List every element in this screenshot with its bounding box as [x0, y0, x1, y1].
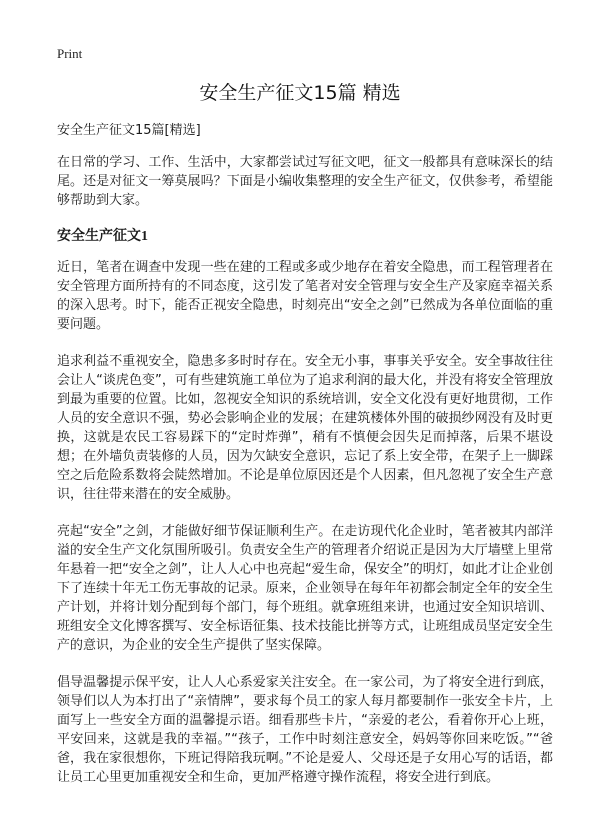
- document-body: [57, 121, 553, 805]
- body-paragraph-2: 追求利益不重视安全，隐患多多时时存在。安全无小事，事事关乎安全。安全事故往往会让人“谈虎色变”，可有些建筑施工单位为了追求利润的最大化，并没有将安全管理放到最为重要的位置。比如，忽视安全知识的系统培训，安全文化没有更好地贯彻，工作人员的安全意识不强，势必会影响企业的发展；在建筑楼体外围的破损纱网没有及时更换，这就是农民工容易踩下的“定时炸弹”，稍有不慎便会因失足而掉落，后果不堪设想；在外墙负责装修的人员，因为欠缺安全意识，忘记了系上安全带，在架子上一脚踩空之后危险系数将会陡然增加。不论是单位原因还是个人因素，但凡忽视了安全生产意识，往往带来潜在的安全威胁。: [57, 354, 553, 502]
- section-heading: 安全生产征文1: [57, 229, 148, 244]
- body-paragraph-4: 倡导温馨提示保平安，让人人心系爱家关注安全。在一家公司，为了将安全进行到底，领导们以人为本打出了“亲情牌”，要求每个员工的家人每月都要制作一张安全卡片，上面写上一些安全方面的温馨提示语。细看那些卡片，“亲爱的老公，看着你开心上班，平安回来，这就是我的幸福。”“孩子，工作中时刻注意安全，妈妈等你回来吃饭。”“爸爸，我在家很想你，下班记得陪我玩啊。”不论是爱人、父母还是子女用心写的话语，都让员工心里更加重视安全和生命，更加严格遵守操作流程，将安全进行到底。: [57, 675, 553, 785]
- body-paragraph-1: 近日，笔者在调查中发现一些在建的工程或多或少地存在着安全隐患，而工程管理者在安全管理方面所持有的不同态度，这引发了笔者对安全管理与安全生产及家庭幸福关系的深入思考。时下，能否正视安全隐患，时刻亮出“安全之剑”已然成为各单位面临的重要问题。: [57, 260, 553, 332]
- print-link[interactable]: Print: [57, 46, 83, 61]
- intro-paragraph: 在日常的学习、工作、生活中，大家都尝试过写征文吧，征文一般都具有意味深长的结尾。还是对征文一筹莫展吗？下面是小编收集整理的安全生产征文，仅供参考，希望能够帮助到大家。: [57, 155, 553, 208]
- document-subtitle: 安全生产征文15篇[精选]: [57, 123, 201, 138]
- document-title: 安全生产征文15篇 精选: [199, 82, 401, 104]
- body-paragraph-3: 亮起“安全”之剑，才能做好细节保证顺利生产。在走访现代化企业时，笔者被其内部洋溢的安全生产文化氛围所吸引。负责安全生产的管理者介绍说正是因为大厅墙壁上里常年悬着一把“安全之剑”，让人人心中也亮起“爱生命，保安全”的明灯，如此才让企业创下了连续十年无工伤无事故的记录。原来，企业领导在每年年初都会制定全年的安全生产计划，并将计划分配到每个部门，每个班组。就拿班组来讲，也通过安全知识培训、班组安全文化博客撰写、安全标语征集、技术技能比拼等方式，让班组成员坚定安全生产的意识，为企业的安全生产提供了坚实保障。: [57, 524, 553, 653]
